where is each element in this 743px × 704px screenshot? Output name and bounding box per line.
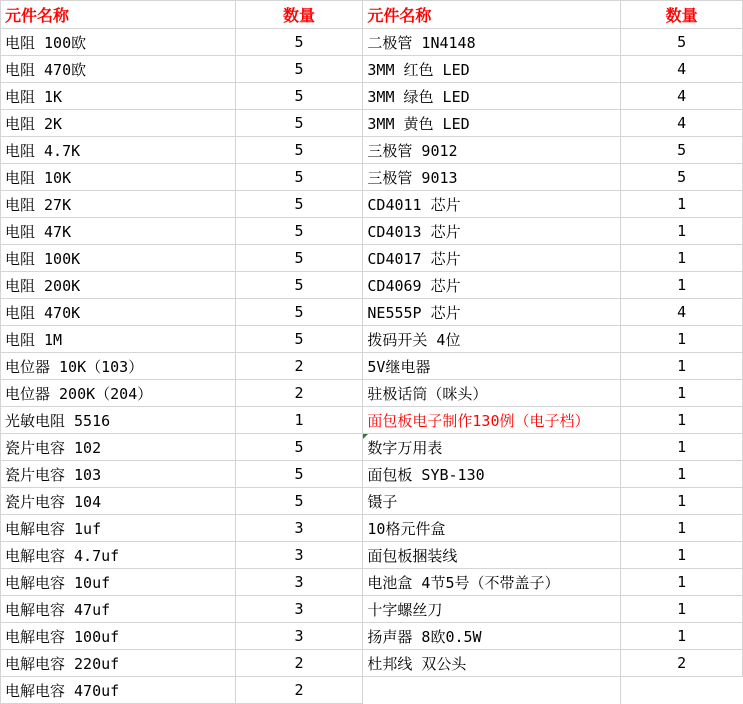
right-name-header[interactable]: 元件名称: [363, 1, 621, 29]
left-qty-cell[interactable]: 1: [235, 407, 363, 434]
right-name-cell[interactable]: 10格元件盒: [363, 515, 621, 542]
table-row: [1, 83, 743, 110]
right-qty-header[interactable]: 数量: [621, 1, 743, 29]
left-qty-cell[interactable]: 5: [235, 272, 363, 299]
right-name-cell[interactable]: 拨码开关 4位: [363, 326, 621, 353]
left-name-cell[interactable]: 光敏电阻 5516: [1, 407, 236, 434]
right-name-cell[interactable]: 驻极话筒（咪头）: [363, 380, 621, 407]
table-row: [1, 650, 743, 677]
right-qty-cell[interactable]: 2: [621, 650, 743, 677]
right-qty-cell[interactable]: 5: [621, 29, 743, 56]
left-name-cell[interactable]: 电阻 1M: [1, 326, 236, 353]
right-qty-cell[interactable]: 4: [621, 299, 743, 326]
left-name-cell[interactable]: 电位器 200K（204）: [1, 380, 236, 407]
left-qty-header[interactable]: 数量: [235, 1, 363, 29]
right-name-cell[interactable]: 扬声器 8欧0.5W: [363, 623, 621, 650]
right-name-cell[interactable]: 十字螺丝刀: [363, 596, 621, 623]
right-name-cell[interactable]: CD4069 芯片: [363, 272, 621, 299]
left-name-cell[interactable]: 电阻 1K: [1, 83, 236, 110]
right-name-cell[interactable]: 面包板 SYB-130: [363, 461, 621, 488]
right-qty-cell[interactable]: 1: [621, 353, 743, 380]
left-name-cell[interactable]: 电阻 100K: [1, 245, 236, 272]
table-row: [1, 29, 743, 56]
left-name-cell[interactable]: 电阻 27K: [1, 191, 236, 218]
header-row: [1, 1, 743, 29]
right-name-cell[interactable]: CD4017 芯片: [363, 245, 621, 272]
left-name-cell[interactable]: 瓷片电容 102: [1, 434, 236, 461]
table-row: [1, 353, 743, 380]
right-name-cell[interactable]: 5V继电器: [363, 353, 621, 380]
table-row: [1, 272, 743, 299]
left-qty-cell[interactable]: 5: [235, 461, 363, 488]
right-name-cell[interactable]: 三极管 9013: [363, 164, 621, 191]
table-row: [1, 569, 743, 596]
right-qty-cell[interactable]: 1: [621, 515, 743, 542]
left-name-cell[interactable]: 电解电容 220uf: [1, 650, 236, 677]
left-qty-cell[interactable]: 5: [235, 218, 363, 245]
left-qty-cell[interactable]: 5: [235, 137, 363, 164]
left-name-cell[interactable]: 电阻 200K: [1, 272, 236, 299]
left-name-cell[interactable]: 电阻 470欧: [1, 56, 236, 83]
left-name-cell[interactable]: 电解电容 470uf: [1, 677, 236, 704]
right-qty-cell[interactable]: 1: [621, 434, 743, 461]
left-qty-cell[interactable]: 5: [235, 83, 363, 110]
right-qty-cell[interactable]: 1: [621, 245, 743, 272]
right-qty-cell[interactable]: 1: [621, 326, 743, 353]
left-qty-cell[interactable]: 3: [235, 542, 363, 569]
left-name-cell[interactable]: 电阻 4.7K: [1, 137, 236, 164]
right-name-cell[interactable]: 三极管 9012: [363, 137, 621, 164]
left-qty-cell[interactable]: 5: [235, 326, 363, 353]
left-name-cell[interactable]: 瓷片电容 104: [1, 488, 236, 515]
right-name-cell[interactable]: 3MM 黄色 LED: [363, 110, 621, 137]
left-qty-cell[interactable]: 2: [235, 650, 363, 677]
right-name-cell[interactable]: CD4011 芯片: [363, 191, 621, 218]
right-qty-cell[interactable]: 4: [621, 83, 743, 110]
right-name-cell[interactable]: 杜邦线 双公头: [363, 650, 621, 677]
table-row: [1, 299, 743, 326]
table-row: [1, 488, 743, 515]
right-qty-cell[interactable]: 1: [621, 488, 743, 515]
left-name-cell[interactable]: 电解电容 100uf: [1, 623, 236, 650]
right-name-cell[interactable]: 数字万用表: [363, 434, 621, 461]
left-qty-cell[interactable]: 3: [235, 623, 363, 650]
left-qty-cell[interactable]: 2: [235, 677, 363, 704]
left-qty-cell[interactable]: 5: [235, 299, 363, 326]
right-qty-cell[interactable]: 5: [621, 164, 743, 191]
table-row: [1, 515, 743, 542]
left-qty-cell[interactable]: 5: [235, 56, 363, 83]
right-qty-cell[interactable]: 1: [621, 407, 743, 434]
right-name-cell[interactable]: [363, 677, 621, 704]
right-qty-cell[interactable]: 1: [621, 461, 743, 488]
right-qty-cell[interactable]: 1: [621, 380, 743, 407]
left-name-cell[interactable]: 电位器 10K（103）: [1, 353, 236, 380]
left-name-cell[interactable]: 电解电容 1uf: [1, 515, 236, 542]
left-name-cell[interactable]: 电解电容 10uf: [1, 569, 236, 596]
right-qty-cell[interactable]: [621, 677, 743, 704]
right-name-cell[interactable]: 电池盒 4节5号（不带盖子）: [363, 569, 621, 596]
right-qty-cell[interactable]: 4: [621, 56, 743, 83]
table-row: [1, 110, 743, 137]
right-name-cell[interactable]: 面包板捆装线: [363, 542, 621, 569]
right-name-cell[interactable]: 二极管 1N4148: [363, 29, 621, 56]
left-name-cell[interactable]: 电阻 10K: [1, 164, 236, 191]
right-name-cell[interactable]: 面包板电子制作130例（电子档）: [363, 407, 621, 434]
left-name-cell[interactable]: 电解电容 4.7uf: [1, 542, 236, 569]
right-qty-cell[interactable]: 1: [621, 569, 743, 596]
table-row: [1, 596, 743, 623]
table-row: [1, 542, 743, 569]
left-name-cell[interactable]: 电阻 47K: [1, 218, 236, 245]
right-name-cell[interactable]: NE555P 芯片: [363, 299, 621, 326]
left-qty-cell[interactable]: 5: [235, 488, 363, 515]
right-qty-cell[interactable]: 1: [621, 272, 743, 299]
left-qty-cell[interactable]: 2: [235, 353, 363, 380]
table-row: [1, 164, 743, 191]
table-row: [1, 407, 743, 434]
table-row: [1, 380, 743, 407]
left-qty-cell[interactable]: 5: [235, 245, 363, 272]
right-qty-cell[interactable]: 5: [621, 137, 743, 164]
table-row: [1, 434, 743, 461]
table-row: [1, 677, 743, 704]
left-name-header[interactable]: 元件名称: [1, 1, 236, 29]
left-qty-cell[interactable]: 5: [235, 110, 363, 137]
left-qty-cell[interactable]: 5: [235, 434, 363, 461]
left-qty-cell[interactable]: 5: [235, 29, 363, 56]
right-name-cell[interactable]: 3MM 绿色 LED: [363, 83, 621, 110]
left-qty-cell[interactable]: 3: [235, 515, 363, 542]
table-row: [1, 245, 743, 272]
left-name-cell[interactable]: 电阻 100欧: [1, 29, 236, 56]
left-qty-cell[interactable]: 3: [235, 596, 363, 623]
right-qty-cell[interactable]: 1: [621, 542, 743, 569]
table-row: [1, 137, 743, 164]
right-name-cell[interactable]: CD4013 芯片: [363, 218, 621, 245]
right-qty-cell[interactable]: 1: [621, 191, 743, 218]
left-qty-cell[interactable]: 5: [235, 164, 363, 191]
right-qty-cell[interactable]: 4: [621, 110, 743, 137]
table-row: [1, 461, 743, 488]
table-row: [1, 326, 743, 353]
right-qty-cell[interactable]: 1: [621, 623, 743, 650]
table-row: [1, 623, 743, 650]
right-name-cell[interactable]: 镊子: [363, 488, 621, 515]
left-name-cell[interactable]: 电阻 470K: [1, 299, 236, 326]
left-name-cell[interactable]: 电阻 2K: [1, 110, 236, 137]
table-row: [1, 218, 743, 245]
left-qty-cell[interactable]: 5: [235, 191, 363, 218]
table-row: [1, 56, 743, 83]
right-name-cell[interactable]: 3MM 红色 LED: [363, 56, 621, 83]
left-name-cell[interactable]: 瓷片电容 103: [1, 461, 236, 488]
left-qty-cell[interactable]: 2: [235, 380, 363, 407]
right-qty-cell[interactable]: 1: [621, 218, 743, 245]
table-row: [1, 191, 743, 218]
left-name-cell[interactable]: 电解电容 47uf: [1, 596, 236, 623]
right-qty-cell[interactable]: 1: [621, 596, 743, 623]
left-qty-cell[interactable]: 3: [235, 569, 363, 596]
